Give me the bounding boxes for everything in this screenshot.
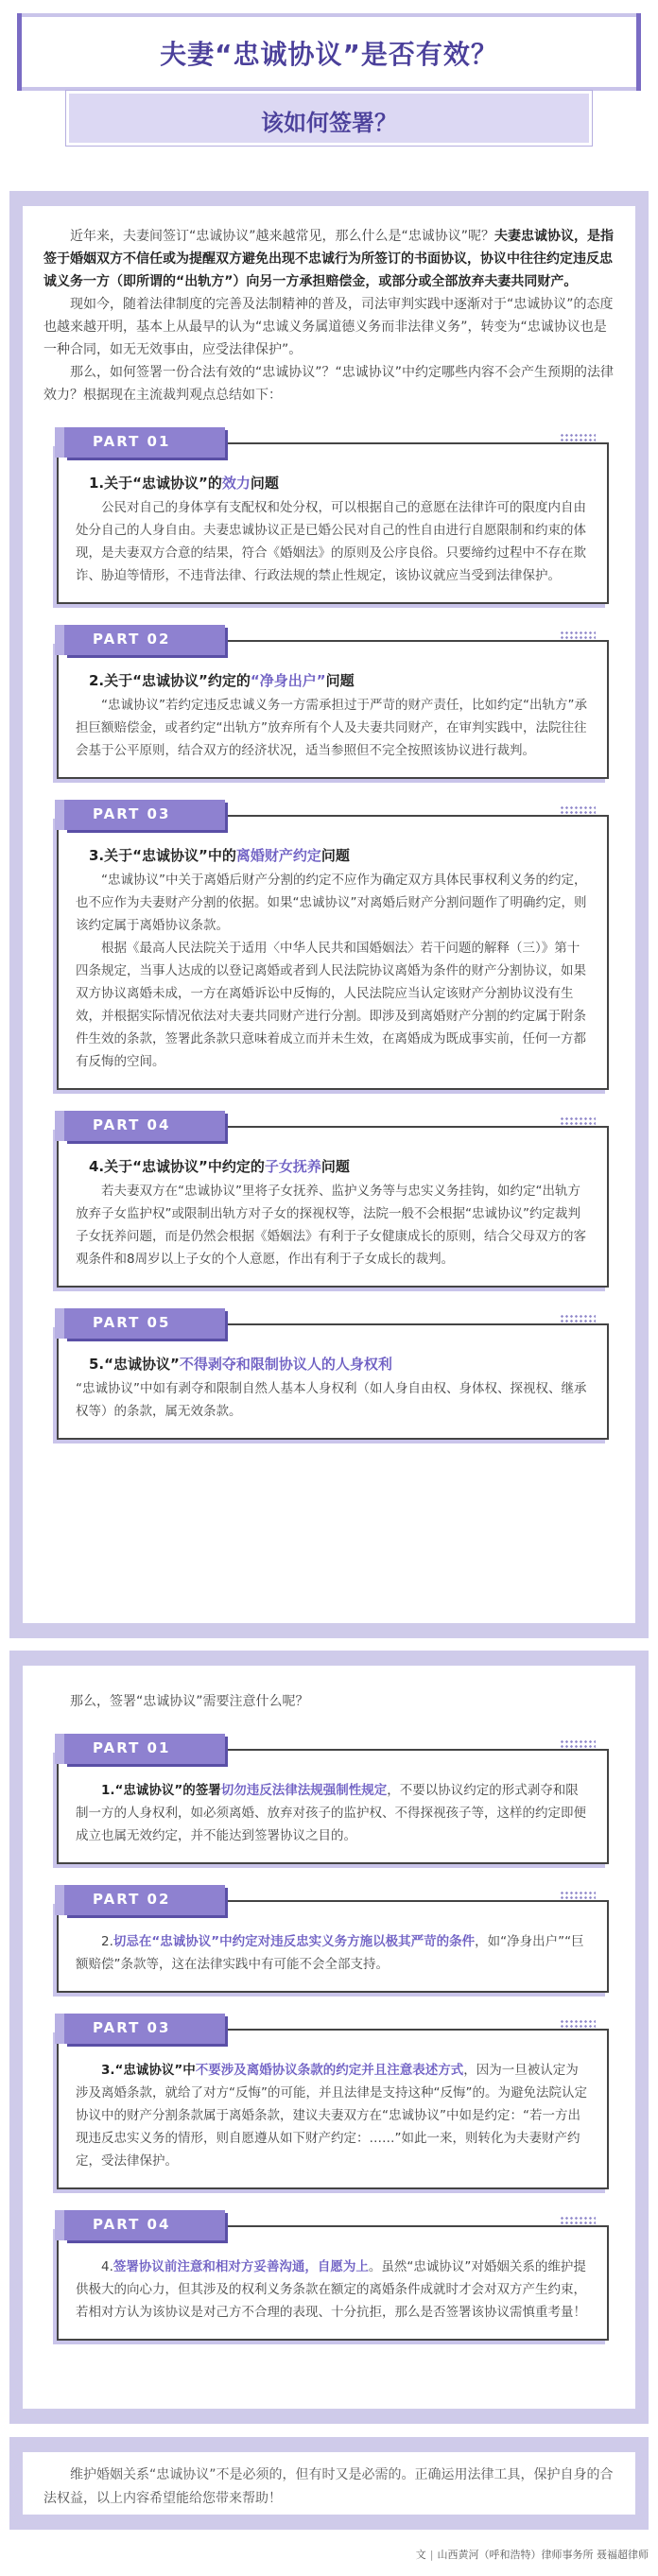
part-text: 若夫妻双方在“忠诚协议”里将子女抚养、监护义务等与忠实义务挂钩，如约定“出轨方放弃子女监护权”或限制出轨方对子女的探视权等，法院一般不会根据“忠诚协议”约定裁判子女抚养问题，而是仍然会根据《婚姻法》有利于子女健康成长的原则，结合父母双方的客观条件和8周岁以上子女的个人意愿，作出有利于子女成长的裁判。 bbox=[76, 1184, 586, 1267]
part-title: 2.关于“忠诚协议”约定的“净身出户”问题 bbox=[89, 672, 355, 689]
part-tag: PART 05 bbox=[64, 1308, 225, 1339]
part-body bbox=[57, 442, 609, 604]
part-title: 5.“忠诚协议”不得剥夺和限制协议人的人身权利 bbox=[89, 1356, 392, 1373]
part-card bbox=[43, 2210, 615, 2341]
footer-credit: 文 | 山西黄河（呼和浩特）律师事务所 聂福超律师 bbox=[415, 2549, 649, 2561]
content-panel-2-inner bbox=[23, 1666, 635, 2409]
part-card bbox=[43, 625, 615, 779]
part-text: “忠诚协议”中关于离婚后财产分割的约定不应作为确定双方具体民事权利义务的约定，也不应作为夫妻财产分割的依据。如果“忠诚协议”对离婚后财产分割问题作了明确约定，则该约定属于离婚协议条款。 bbox=[76, 873, 587, 933]
part-text: “忠诚协议”若约定违反忠诚义务一方需承担过于严苛的财产责任，比如约定“出轨方”承担巨额赔偿金，或者约定“出轨方”放弃所有个人及夫妻共同财产，在审判实践中，法院往往会基于公平原则，结合双方的经济状况，适当参照但不完全按照该协议进行裁判。 bbox=[76, 698, 587, 758]
footer-org: 山西黄河（呼和浩特）律师事务所 bbox=[437, 2549, 594, 2561]
part-text: 4.签署协议前注意和相对方妥善沟通，自愿为上。虽然“忠诚协议”对婚姻关系的维护提供极大的向心力，但其涉及的权利义务条款在额定的离婚条件成就时才会对双方产生约束，若相对方认为该协议是对己方不合理的表现、十分抗拒，那么是否签署该协议需慎重考量！ bbox=[76, 2259, 586, 2320]
title-box bbox=[17, 13, 641, 91]
content-panel-3-inner bbox=[23, 2452, 635, 2515]
footer-label: 文 bbox=[415, 2549, 426, 2561]
part-tag: PART 04 bbox=[64, 1111, 225, 1141]
part-card bbox=[43, 427, 615, 604]
part-tag: PART 03 bbox=[64, 2014, 225, 2044]
part-body bbox=[57, 1749, 609, 1864]
part-text: 3.“忠诚协议”中不要涉及离婚协议条款的约定并且注意表述方式，因为一旦被认定为涉及离婚条款，就给了对方“反悔”的可能，并且法律是支持这种“反悔”的。为避免法院认定协议中的财产分割条款属于离婚条款，建议夫妻双方在“忠诚协议”中如是约定：“若一方出现违反忠实义务的情形，则自愿遵从如下财产约定：……”如此一来，则转化为夫妻财产约定，受法律保护。 bbox=[76, 2063, 587, 2169]
content-panel-3 bbox=[9, 2437, 649, 2530]
part-card bbox=[43, 2014, 615, 2189]
part-card bbox=[43, 800, 615, 1090]
part-title: 4.关于“忠诚协议”中约定的子女抚养问题 bbox=[89, 1158, 350, 1175]
content-panel-2 bbox=[9, 1651, 649, 2424]
part-title: 1.关于“忠诚协议”的效力问题 bbox=[89, 475, 279, 492]
part-body bbox=[57, 815, 609, 1090]
part-body bbox=[57, 1126, 609, 1288]
closing-paragraph: 维护婚姻关系“忠诚协议”不是必须的，但有时又是必需的。正确运用法律工具，保护自身的合法权益，以上内容希望能给您带来帮助！ bbox=[43, 2467, 614, 2506]
intro-paragraph-3: 那么，如何签署一份合法有效的“忠诚协议”？“忠诚协议”中约定哪些内容不会产生预期的法律效力？根据现在主流裁判观点总结如下： bbox=[43, 365, 615, 403]
part-body bbox=[57, 2225, 609, 2341]
part-body bbox=[57, 2029, 609, 2189]
subtitle-box bbox=[66, 91, 592, 146]
part-text: 公民对自己的身体享有支配权和处分权，可以根据自己的意愿在法律许可的限度内自由处分自己的人身自由。夫妻忠诚协议正是已婚公民对自己的性自由进行自愿限制和约束的体现，是夫妻双方合意的结果，符合《婚姻法》的原则及公序良俗。只要缔约过程中不存在欺诈、胁迫等情形，不违背法律、行政法规的禁止性规定，该协议就应当受到法律保护。 bbox=[76, 500, 586, 583]
part-body bbox=[57, 1323, 609, 1440]
part-card bbox=[43, 1111, 615, 1288]
part-body bbox=[57, 640, 609, 779]
content-panel-1-inner bbox=[23, 206, 635, 1623]
part-tag: PART 01 bbox=[64, 427, 225, 458]
part-tag: PART 03 bbox=[64, 800, 225, 830]
intro-definition: 夫妻忠诚协议，是指签于婚姻双方不信任或为提醒双方避免出现不忠诚行为所签订的书面协议，协议中往往约定违反忠诚义务一方（即所谓的“出轨方”）向另一方承担赔偿金，或部分或全部放弃夫妻共同财产。 bbox=[43, 229, 615, 289]
part-card bbox=[43, 1734, 615, 1864]
part-text: 2.切忌在“忠诚协议”中约定对违反忠实义务方施以极其严苛的条件，如“净身出户”“巨额赔偿”条款等，这在法律实践中有可能不会全部支持。 bbox=[76, 1934, 584, 1972]
header bbox=[0, 0, 658, 151]
intro-paragraph-2: 现如今，随着法律制度的完善及法制精神的普及，司法审判实践中逐渐对于“忠诚协议”的态度也越来越开明，基本上从最早的认为“忠诚义务属道德义务而非法律义务”，转变为“忠诚协议也是一种合同，如无无效事由，应受法律保护”。 bbox=[43, 297, 614, 357]
intro-text: 近年来，夫妻间签订“忠诚协议”越来越常见，那么什么是“忠诚协议”呢？ bbox=[70, 229, 495, 244]
part-text: 1.“忠诚协议”的签署切勿违反法律法规强制性规定，不要以协议约定的形式剥夺和限制一方的人身权利，如必须离婚、放弃对孩子的监护权、不得探视孩子等，这样的约定即便成立也属无效约定，并不能达到签署协议之目的。 bbox=[76, 1783, 586, 1843]
page-title: 夫妻“忠诚协议”是否有效？ bbox=[160, 39, 498, 70]
part-card bbox=[43, 1885, 615, 1993]
intro-paragraph-1 bbox=[43, 225, 615, 293]
part-text: “忠诚协议”中如有剥夺和限制自然人基本人身权利（如人身自由权、身体权、探视权、继承权等）的条款，属无效条款。 bbox=[76, 1381, 587, 1419]
content-panel-1 bbox=[9, 191, 649, 1638]
part-title: 3.关于“忠诚协议”中的离婚财产约定问题 bbox=[89, 847, 350, 864]
section-question: 那么，签署“忠诚协议”需要注意什么呢？ bbox=[70, 1694, 309, 1709]
part-tag: PART 02 bbox=[64, 625, 225, 655]
part-text-2: 根据《最高人民法院关于适用〈中华人民共和国婚姻法〉若干问题的解释（三）》第十四条规定，当事人达成的以登记离婚或者到人民法院协议离婚为条件的财产分割协议，如果双方协议离婚未成，一方在离婚诉讼中反悔的，人民法院应当认定该财产分割协议没有生效，并根据实际情况依法对夫妻共同财产进行分割。即涉及到离婚财产分割的约定属于附条件生效的条款，签署此条款只意味着成立而并未生效，在离婚成为既成事实前，任何一方都有反悔的空间。 bbox=[76, 941, 586, 1069]
part-tag: PART 02 bbox=[64, 1885, 225, 1915]
part-tag: PART 04 bbox=[64, 2210, 225, 2240]
footer-author: 聂福超律师 bbox=[597, 2549, 649, 2561]
page-subtitle: 该如何签署？ bbox=[261, 110, 397, 136]
part-tag: PART 01 bbox=[64, 1734, 225, 1764]
part-card bbox=[43, 1308, 615, 1440]
